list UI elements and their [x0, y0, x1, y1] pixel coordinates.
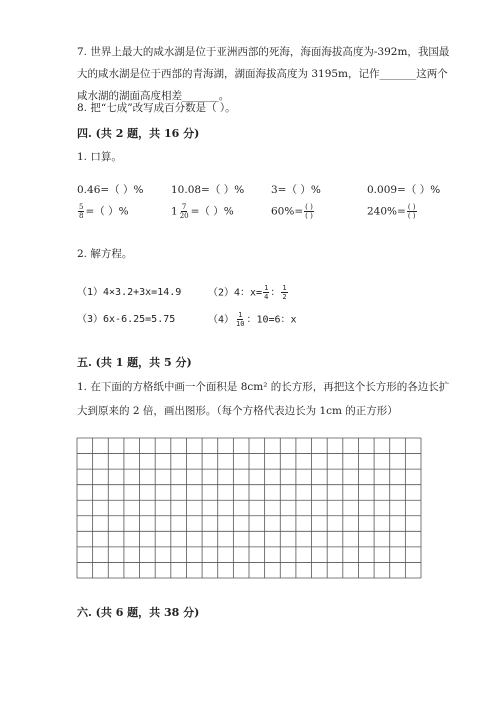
fraction: $\frac{7}{20}$ — [179, 203, 189, 220]
fraction: $\frac{( )}{( )}$ — [407, 203, 416, 220]
mental-math-5: $\frac{5}{8}$ =（ ）% — [79, 203, 129, 220]
q7-line1: 7. 世界上最大的咸水湖是位于亚洲西部的死海，海面海拔高度为-392m，我国最 — [77, 46, 450, 58]
q5-1-line1: 1. 在下面的方格纸中画一个面积是 8cm² 的长方形，再把这个长方形的各边长扩 — [77, 381, 450, 393]
mental-math-4: 0.009=（ ）% — [367, 184, 441, 196]
graph-paper-grid[interactable] — [76, 437, 422, 579]
fraction: $\frac{1}{10}$ — [236, 311, 245, 328]
mental-math-8: 240%= $\frac{( )}{( )}$ — [367, 203, 416, 220]
equation-4: （4） $\frac{1}{10}$ ：10=6：x — [208, 311, 297, 328]
q4-1-title: 1. 口算。 — [77, 151, 122, 163]
q4-2-title: 2. 解方程。 — [77, 248, 133, 260]
section6-heading: 六. (共 6 题，共 38 分) — [77, 606, 200, 619]
equation-2: （2）4：x= $\frac{1}{4}$ ： $\frac{1}{2}$ — [208, 284, 287, 301]
fraction: $\frac{( )}{( )}$ — [305, 203, 313, 220]
fraction: $\frac{1}{2}$ — [282, 284, 287, 301]
q5-1-line2: 大到原来的 2 倍，画出图形。（每个方格代表边长为 1cm 的正方形） — [77, 405, 398, 417]
q7-line3: 咸水湖的湖面高度相差_______。 — [77, 90, 230, 102]
mental-math-2: 10.08=（ ）% — [171, 184, 245, 196]
equation-1: （1）4×3.2+3x=14.9 — [77, 287, 182, 298]
mental-math-3: 3=（ ）% — [271, 184, 321, 196]
section4-heading: 四. (共 2 题，共 16 分) — [77, 127, 200, 140]
mental-math-1: 0.46=（ ）% — [77, 184, 144, 196]
mental-math-6: 1 $\frac{7}{20}$ =（ ）% — [171, 203, 234, 220]
mental-math-7: 60%= $\frac{( )}{( )}$ — [271, 203, 313, 220]
q8-line: 8. 把“七成”改写成百分数是（ ）。 — [77, 102, 236, 114]
fraction: $\frac{5}{8}$ — [79, 203, 84, 220]
q7-line2: 大的咸水湖是位于西部的青海湖，湖面海拔高度为 3195m，记作_______这两个 — [77, 68, 448, 80]
section5-heading: 五. (共 1 题，共 5 分) — [77, 356, 192, 369]
fraction: $\frac{1}{4}$ — [264, 284, 269, 301]
equation-3: （3）6x-6.25=5.75 — [77, 314, 176, 325]
